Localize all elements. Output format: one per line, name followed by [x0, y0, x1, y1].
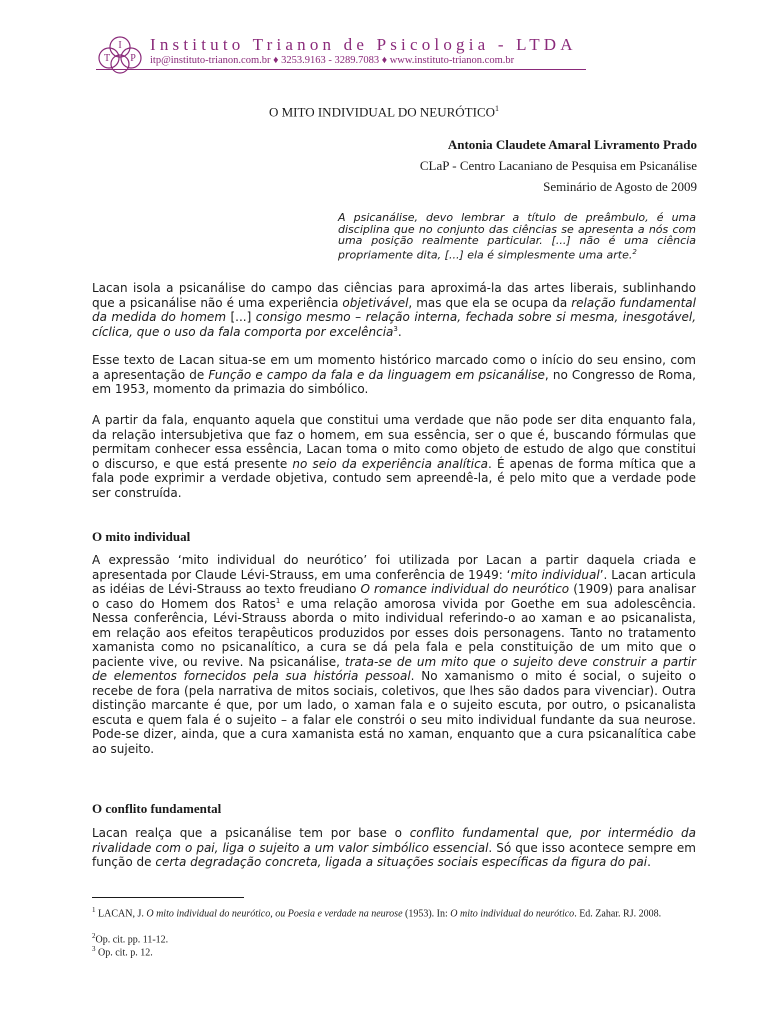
- footnote-1: $^1$ LACAN, J. O mito individual do neurótico, ou Poesia e verdade na neurose (1953). In: O mito individual do neurótico. Ed. Zahar. RJ. 2008.: [92, 906, 662, 920]
- footnote-3: $^3$ Op. cit. p. 12.: [92, 945, 153, 959]
- epigraph-quote: A psicanálise, devo lembrar a título de preâmbulo, é uma disciplina que no conjunto das ciências se apresenta a nós com uma posição realmente particular. [...] não é uma ciência propriamente dita, [...] ela é simplesmente uma arte.$^2$: [338, 211, 696, 262]
- paragraph-3: A partir da fala, enquanto aquela que constitui uma verdade que não pode ser dita enquanto fala, da relação intersubjetiva que faz o homem, em sua essência, ser o que é, buscando fórmulas que permitam conhecer essa essência, Lacan toma o mito como objeto de estudo de algo que constitui o discurso, e que está presente no seio da experiência analítica. É apenas de forma mítica que a fala pode exprimir a verdade objetiva, contudo sem apreendê-la, é pelo mito que a verdade pode ser construída.: [92, 413, 697, 500]
- author-affiliation: CLaP - Centro Lacaniano de Pesquisa em Psicanálise: [419, 158, 697, 173]
- section-heading-mito-individual: O mito individual: [92, 529, 191, 544]
- footnote-separator: [92, 897, 244, 898]
- author-name: Antonia Claudete Amaral Livramento Prado: [447, 137, 697, 152]
- logo-letter-i: I: [118, 40, 122, 51]
- logo-letter-p: P: [130, 53, 136, 64]
- paragraph-1: Lacan isola a psicanálise do campo das ciências para aproximá-la das artes liberais, sublinhando que a psicanálise não é uma experiência objetivável, mas que ela se ocupa da relação fundamental da medida do homem [...] consigo mesmo – relação interna, fechada sobre si mesma, inesgotável, cíclica, que o uso da fala comporta por excelência$^3$.: [92, 281, 697, 339]
- institute-name: Instituto Trianon de Psicologia - LTDA: [150, 35, 577, 54]
- logo-letter-t: T: [103, 53, 111, 64]
- paragraph-5: Lacan realça que a psicanálise tem por base o conflito fundamental que, por intermédio da rivalidade com o pai, liga o sujeito a um valor simbólico essencial. Só que isso acontece sempre em função de certa degradação concreta, ligada a situações sociais específicas da figura do pai.: [92, 826, 697, 869]
- paragraph-2: Esse texto de Lacan situa-se em um momento histórico marcado como o início do seu ensino, com a apresentação de Função e campo da fala e da linguagem em psicanálise, no Congresso de Roma, em 1953, momento da primazia do simbólico.: [92, 353, 696, 396]
- paragraph-4: A expressão ‘mito individual do neurótico’ foi utilizada por Lacan a partir daquela criada e apresentada por Claude Lévi-Strauss, em uma conferência de 1949: ‘mito individual’. Lacan articula as idéias de Lévi-Strauss ao texto freudiano O romance individual do neurótico (1909) para analisar o caso do Homem dos Ratos$^1$ e uma relação amorosa vivida por Goethe em sua adolescência. Nessa conferência, Lévi-Strauss aborda o mito individual referindo-o ao xaman e ao psicanalista, em relação aos efeitos terapêuticos produzidos por esses dois personagens. Tanto no tratamento xamanista como no psicanalítico, a cura se dá pela fala e pela constituição de um mito que o paciente vive, ou revive. Na psicanálise, trata-se de um mito que o sujeito deve construir a partir de elementos fornecidos pela sua história pessoal. No xamanismo o mito é social, o sujeito o recebe de fora (pela narrativa de mitos sociais, coletivos, que lhes são dados para vivenciar). Outra distinção marcante é que, por um lado, o xaman fala e o sujeito escuta, por outro, o psicanalista escuta e quem fala é o sujeito – a falar ele constrói o seu mito individual fundante da sua neurose. Pode-se dizer, ainda, que a cura xamanista está no xaman, enquanto que a cura psicanalítica cabe ao sujeito.: [92, 553, 697, 756]
- header-rule: [96, 69, 586, 70]
- section-heading-conflito-fundamental: O conflito fundamental: [92, 801, 222, 816]
- footnote-2: $^2$Op. cit. pp. 11-12.: [92, 932, 169, 946]
- epigraph-footnote-ref: 2: [632, 247, 637, 256]
- institute-contact: itp@instituto-trianon.com.br ♦ 3253.9163 - 3289.7083 ♦ www.instituto-trianon.com.br: [150, 55, 515, 66]
- seminar-date: Seminário de Agosto de 2009: [543, 179, 697, 194]
- title-footnote-ref: 1: [495, 104, 500, 113]
- institute-logo-icon: [94, 34, 146, 74]
- document-title: O MITO INDIVIDUAL DO NEURÓTICO$^1$: [268, 104, 500, 120]
